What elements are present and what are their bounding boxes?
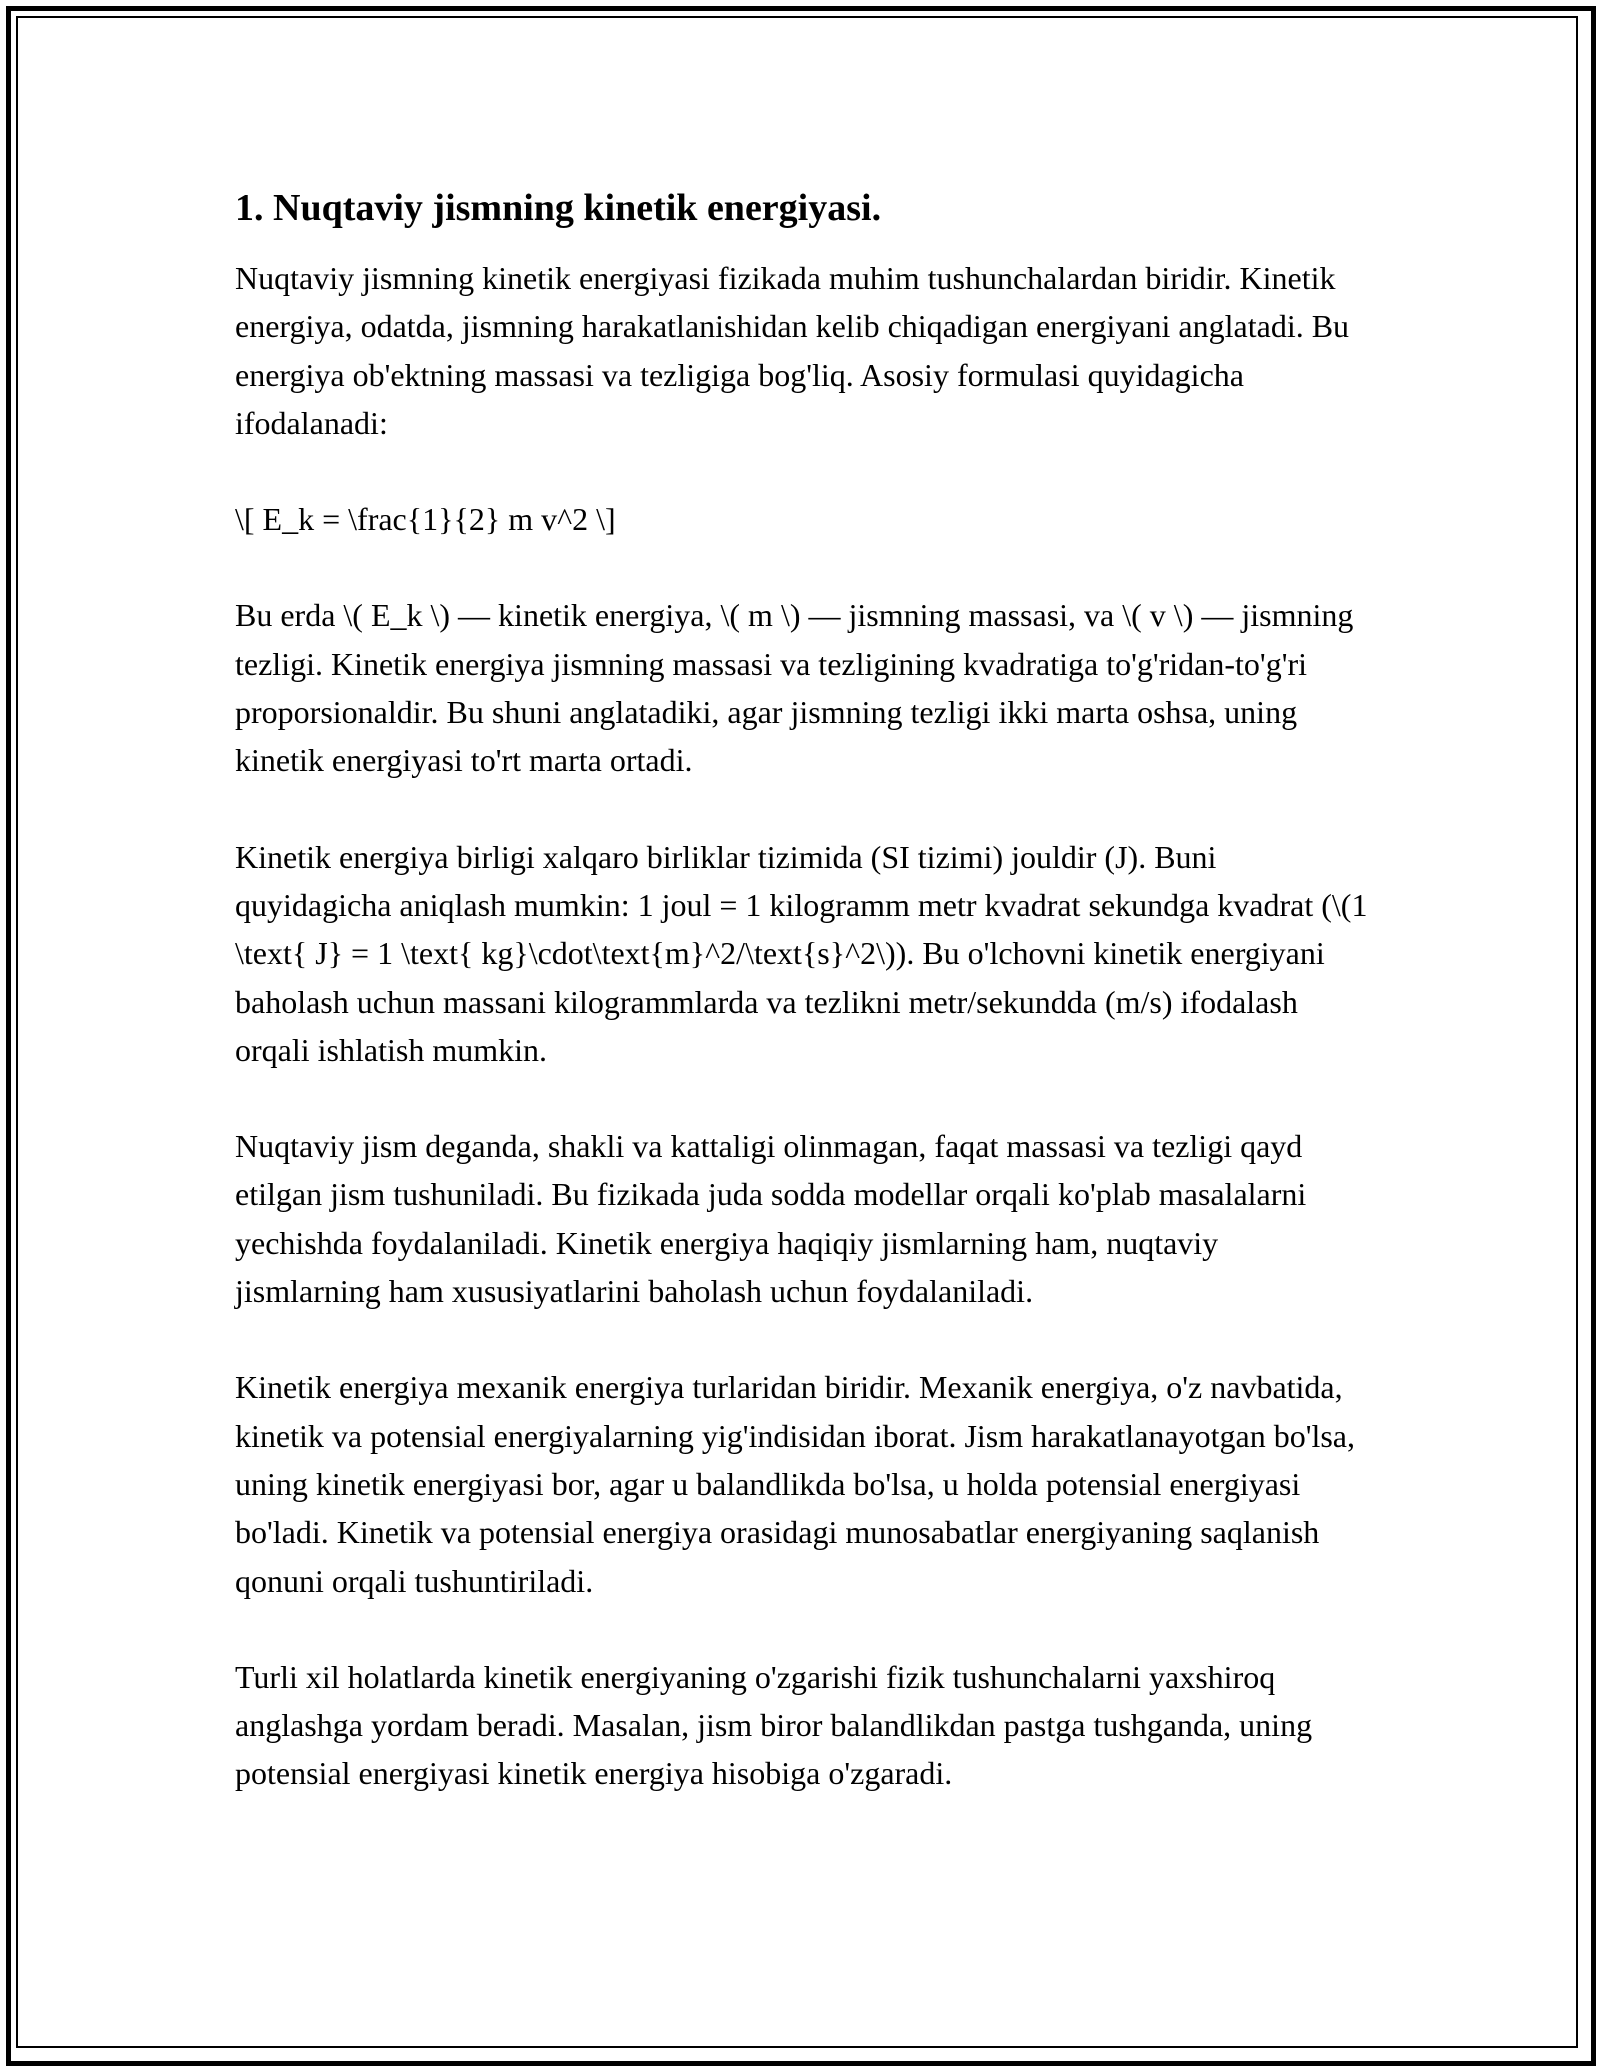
section-heading: 1. Nuqtaviy jismning kinetik energiyasi. xyxy=(235,187,882,229)
formula-line: \[ E_k = \frac{1}{2} m v^2 \] xyxy=(235,501,616,538)
paragraph-conclusion: Turli xil holatlarda kinetik energiyaning o'zgarishi fizik tushunchalarni yaxshiroq anglashga yordam beradi. Masalan, jism biror balandlikdan pastga tushganda, uning potensial energiyasi kinetik energiya hisobiga o'zgaradi. xyxy=(235,1658,1313,1792)
paragraph-units: Kinetik energiya birligi xalqaro birliklar tizimida (SI tizimi) jouldir (J). Buni quyidagicha aniqlash mumkin: 1 joul = 1 kilogramm metr kvadrat sekundga kvadrat (\(1 \text{ J} = 1 \text{ kg}\cdot\text{m}^2/\text{s}^2\)). Bu o'lchovni kinetik energiyani baholash uchun massani kilogrammlarda va tezlikni metr/sekundda (m/s) ifodalash orqali ishlatish mumkin. xyxy=(235,838,1368,1068)
paragraph-mechanical-energy: Kinetik energiya mexanik energiya turlaridan biridir. Mexanik energiya, o'z navbatida, kinetik va potensial energiyalarning yig'indisidan iborat. Jism harakatlanayotgan bo'lsa, uning kinetik energiyasi bor, agar u balandlikda bo'lsa, u holda potensial energiyasi bo'ladi. Kinetik va potensial energiya orasidagi munosabatlar energiyaning saqlanish qonuni orqali tushuntiriladi. xyxy=(235,1369,1355,1599)
document-body xyxy=(235,184,1370,1798)
paragraph-variables: Bu erda \( E_k \) — kinetik energiya, \( m \) — jismning massasi, va \( v \) — jismning tezligi. Kinetik energiya jismning massasi va tezligining kvadratiga to'g'ridan-to'g'ri proporsionaldir. Bu shuni anglatadiki, agar jismning tezligi ikki marta oshsa, uning kinetik energiyasi to'rt marta ortadi. xyxy=(235,597,1354,779)
paragraph-point-body: Nuqtaviy jism deganda, shakli va kattaligi olinmagan, faqat massasi va tezligi qayd etilgan jism tushuniladi. Bu fizikada juda sodda modellar orqali ko'plab masalalarni yechishda foydalaniladi. Kinetik energiya haqiqiy jismlarning ham, nuqtaviy jismlarning ham xususiyatlarini baholash uchun foydalaniladi. xyxy=(235,1128,1307,1310)
paragraph-intro: Nuqtaviy jismning kinetik energiyasi fizikada muhim tushunchalardan biridir. Kinetik energiya, odatda, jismning harakatlanishidan kelib chiqadigan energiyani anglatadi. Bu energiya ob'ektning massasi va tezligiga bog'liq. Asosiy formulasi quyidagicha ifodalanadi: xyxy=(235,260,1350,441)
